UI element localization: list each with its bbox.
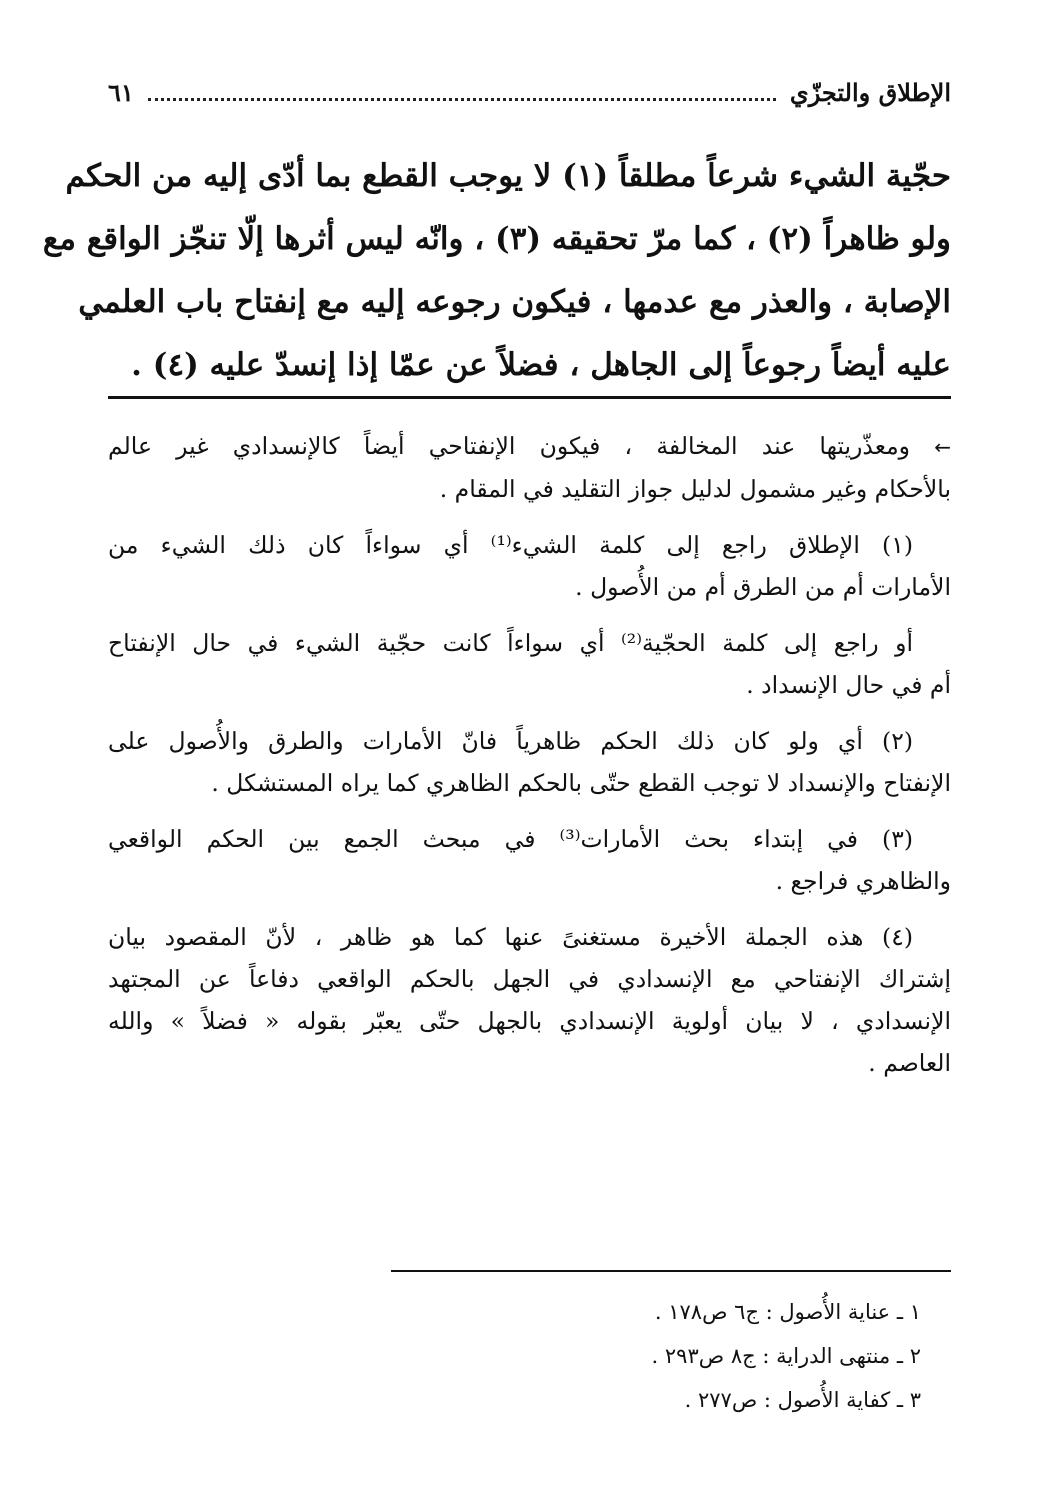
continuation-arrow-icon: ←	[934, 435, 951, 459]
commentary-line: ← ومعذّريتها عند المخالفة ، فيكون الإنفتاحي أيضاً كالإنسدادي غير عالم	[108, 432, 951, 460]
commentary-line: (٢) أي ولو كان ذلك الحكم ظاهرياً فانّ الأمارات والطرق والأُصول على	[108, 727, 913, 755]
commentary-line: الإنفتاح والإنسداد لا توجب القطع حتّى بالحكم الظاهري كما يراه المستشكل .	[211, 769, 951, 797]
running-header	[108, 72, 951, 112]
commentary-paragraph	[108, 524, 951, 608]
commentary-line: (١) الإطلاق راجع إلى كلمة الشيء⁽¹⁾ أي سواءاً كان ذلك الشيء من	[108, 531, 913, 559]
commentary-line: أو راجع إلى كلمة الحجّية⁽²⁾ أي سواءاً كانت حجّية الشيء في حال الإنفتاح	[108, 629, 913, 657]
main-text-line: الإصابة ، والعذر مع عدمها ، فيكون رجوعه إليه مع إنفتاح باب العلمي	[78, 284, 951, 320]
commentary-line: (٣) في إبتداء بحث الأمارات⁽³⁾ في مبحث الجمع بين الحكم الواقعي	[108, 825, 913, 853]
commentary-line: الإنسدادي ، لا بيان أولوية الإنسدادي بالجهل حتّى يعبّر بقوله « فضلاً » والله	[108, 1007, 951, 1035]
main-text-line: عليه أيضاً رجوعاً إلى الجاهل ، فضلاً عن عمّا إذا إنسدّ عليه (٤) .	[131, 347, 951, 383]
commentary-paragraph	[108, 818, 951, 902]
page-number: ٦١	[108, 77, 134, 107]
commentary-paragraph	[108, 622, 951, 706]
header-title: الإطلاق والتجزّي	[789, 77, 951, 107]
main-text-line: ولو ظاهراً (٢) ، كما مرّ تحقيقه (٣) ، وانّه ليس أثرها إلّا تنجّز الواقع مع	[42, 221, 951, 257]
commentary-line: والظاهري فراجع .	[775, 867, 951, 895]
header-dot-leader	[148, 84, 776, 101]
main-commentary-divider	[108, 396, 951, 399]
commentary-line: العاصم .	[868, 1049, 951, 1077]
main-text-line: حجّية الشيء شرعاً مطلقاً (١) لا يوجب القطع بما أدّى إليه من الحكم	[65, 158, 951, 194]
reference-item: ٣ ـ كفاية الأُصول : ص٢٧٧ .	[684, 1388, 921, 1412]
commentary-paragraph	[108, 425, 951, 510]
commentary-line: إشتراك الإنفتاحي مع الإنسدادي في الجهل بالحكم الواقعي دفاعاً عن المجتهد	[108, 965, 951, 993]
commentary-line: الأمارات أم من الطرق أم من الأُصول .	[575, 573, 951, 601]
commentary-line: بالأحكام وغير مشمول لدليل جواز التقليد في المقام .	[439, 475, 951, 503]
reference-item: ٢ ـ منتهى الدراية : ج٨ ص٢٩٣ .	[651, 1344, 921, 1368]
commentary-paragraph	[108, 720, 951, 804]
footnote-divider	[391, 1270, 951, 1272]
references-list	[652, 1290, 921, 1422]
commentary	[108, 425, 951, 1098]
main-text	[42, 145, 951, 397]
commentary-paragraph	[108, 916, 951, 1084]
commentary-line: (٤) هذه الجملة الأخيرة مستغنىً عنها كما هو ظاهر ، لأنّ المقصود بيان	[108, 923, 913, 951]
reference-item: ١ ـ عناية الأُصول : ج٦ ص١٧٨ .	[654, 1300, 921, 1324]
commentary-line: أم في حال الإنسداد .	[746, 671, 951, 699]
